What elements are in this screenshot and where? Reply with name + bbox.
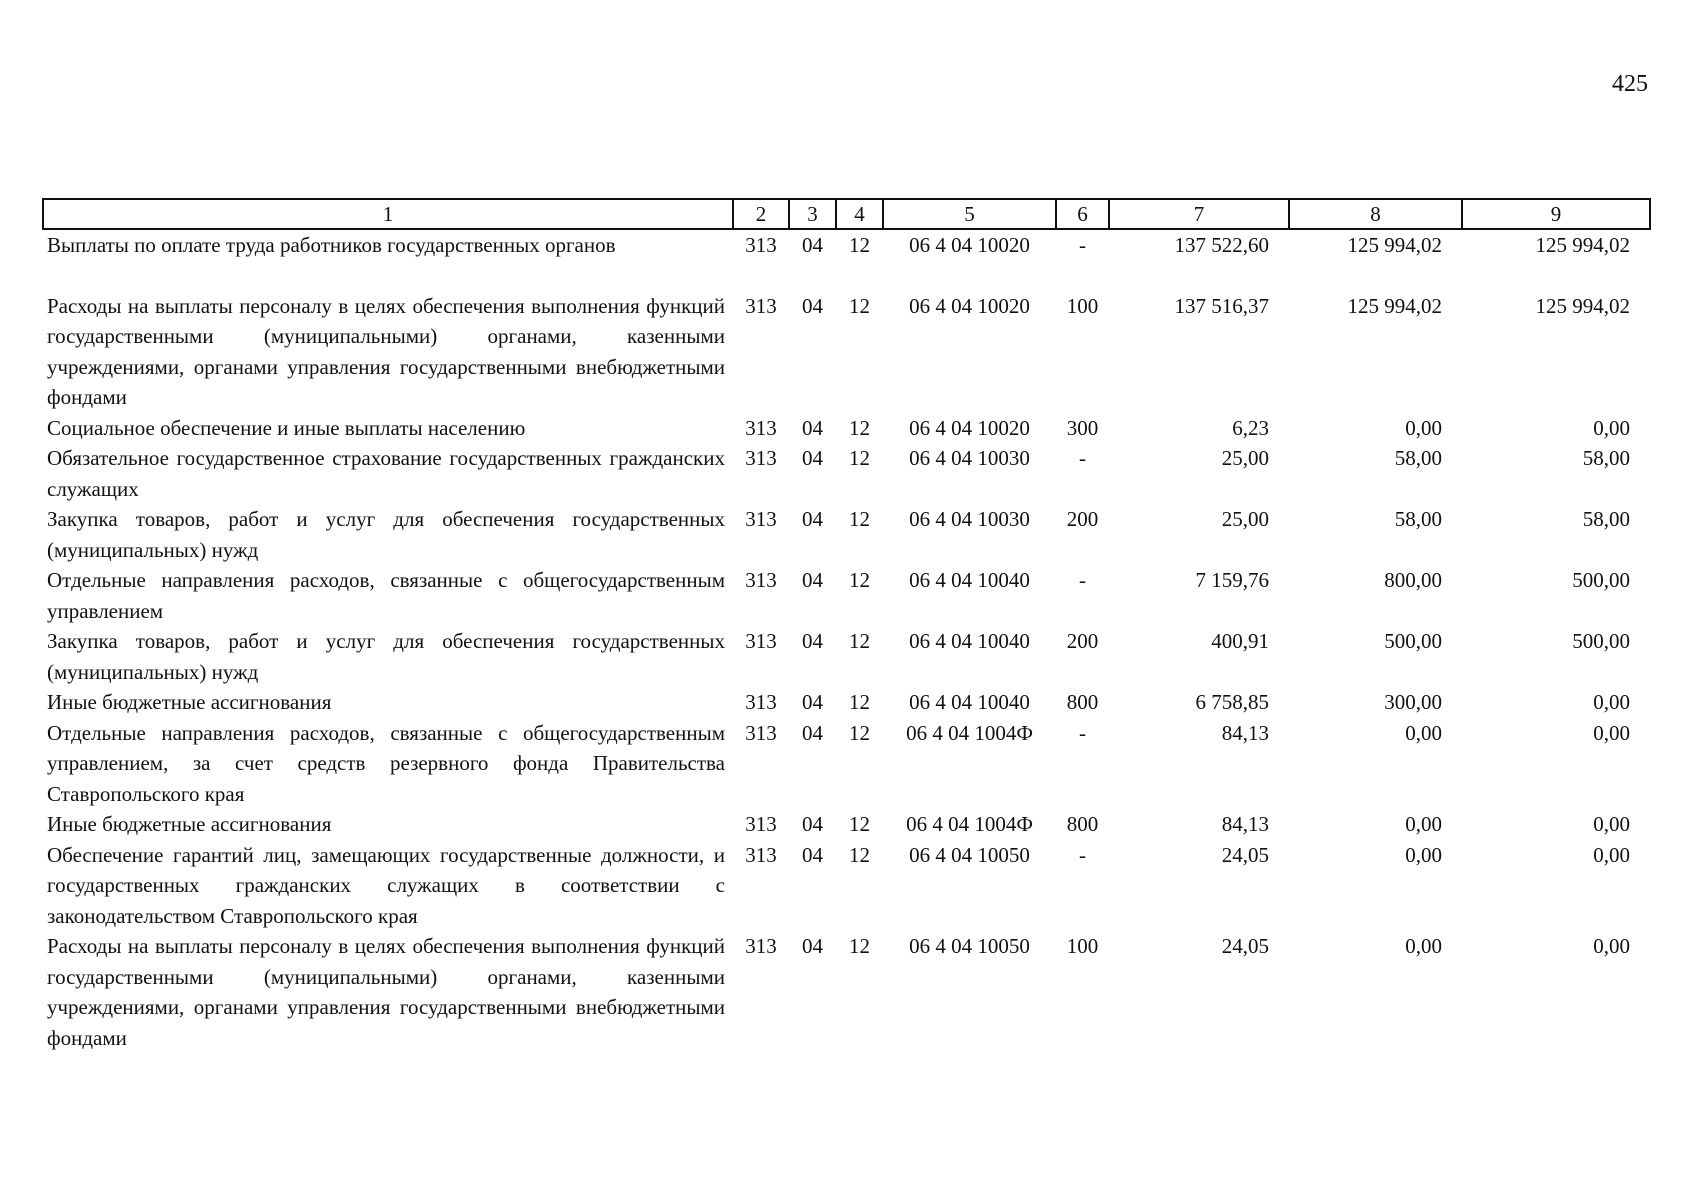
table-row [43,840,1650,932]
row-col-4: 12 [849,934,870,958]
row-col-9: 0,00 [1593,690,1630,714]
row-name: Иные бюджетные ассигнования [47,690,332,714]
row-col-6: - [1079,233,1086,257]
header-col-8: 8 [1289,199,1462,229]
row-col-6: 800 [1066,812,1099,836]
row-col-4: 12 [849,233,870,257]
row-col-3: 04 [802,415,823,440]
row-col-2: 313 [745,446,777,470]
row-col-4: 12 [849,507,870,531]
row-col-9: 0,00 [1593,842,1630,867]
row-col-4: 12 [849,690,870,714]
row-col-3: 04 [802,720,823,745]
row-name: Обязательное государственное страхование государственных гражданских служащих [47,446,725,501]
row-col-2: 313 [745,293,777,318]
row-col-3: 04 [802,568,823,592]
row-col-7: 400,91 [1211,629,1269,653]
row-col-4: 12 [849,720,870,745]
row-col-4: 12 [849,568,870,592]
row-col-5: 06 4 04 10020 [909,415,1030,440]
row-col-4: 12 [849,415,870,440]
row-col-7: 25,00 [1221,446,1269,470]
header-row [43,199,1650,229]
row-col-2: 313 [745,415,777,440]
table-row [43,809,1650,840]
table-row [43,718,1650,810]
row-col-5: 06 4 04 10030 [909,446,1030,470]
row-col-7: 137 522,60 [1174,233,1269,257]
row-col-6: 100 [1066,934,1099,958]
row-col-5: 06 4 04 1004Ф [906,720,1033,745]
row-col-2: 313 [745,507,777,531]
row-name: Расходы на выплаты персоналу в целях обеспечения выполнения функций государственными (муниципальными) органами, казенными учреждениями, органами управления государственными внебюджетными фондами [47,934,725,1050]
header-col-6: 6 [1056,199,1109,229]
row-col-7: 24,05 [1221,842,1269,867]
row-col-9: 0,00 [1593,812,1630,836]
row-col-2: 313 [745,629,777,653]
header-col-5: 5 [883,199,1056,229]
row-col-5: 06 4 04 10030 [909,507,1030,531]
row-col-5: 06 4 04 10050 [909,934,1030,958]
table-row [43,931,1650,1053]
row-col-6: 200 [1066,629,1099,653]
row-col-7: 6 758,85 [1195,690,1269,714]
table-row [43,443,1650,504]
row-col-8: 125 994,02 [1347,293,1442,318]
row-col-7: 7 159,76 [1195,568,1269,592]
row-col-7: 25,00 [1221,507,1269,531]
row-col-2: 313 [745,568,777,592]
table-row [43,565,1650,626]
row-col-5: 06 4 04 10040 [909,690,1030,714]
row-col-4: 12 [849,812,870,836]
row-col-5: 06 4 04 1004Ф [906,812,1033,836]
row-name: Отдельные направления расходов, связанные с общегосударственным управлением, за счет средств резервного фонда Правительства Ставропольского края [47,720,725,806]
row-col-8: 0,00 [1405,812,1442,836]
table-row [43,291,1650,413]
row-col-8: 300,00 [1384,690,1442,714]
row-name: Социальное обеспечение и иные выплаты населению [47,415,526,440]
row-name: Выплаты по оплате труда работников государственных органов [47,233,616,257]
row-name: Отдельные направления расходов, связанные с общегосударственным управлением [47,568,725,623]
row-col-6: - [1079,568,1086,592]
row-col-8: 0,00 [1405,842,1442,867]
row-col-4: 12 [849,446,870,470]
row-col-5: 06 4 04 10020 [909,293,1030,318]
row-col-2: 313 [745,812,777,836]
table-row [43,687,1650,718]
row-col-3: 04 [802,842,823,867]
table-body [43,229,1650,1053]
row-col-5: 06 4 04 10040 [909,629,1030,653]
row-col-7: 84,13 [1221,812,1269,836]
table-row [43,504,1650,565]
header-col-3: 3 [789,199,836,229]
table-row [43,626,1650,687]
row-col-6: - [1079,446,1086,470]
row-col-4: 12 [849,293,870,318]
row-col-5: 06 4 04 10040 [909,568,1030,592]
row-col-9: 0,00 [1593,415,1630,440]
row-name: Расходы на выплаты персоналу в целях обеспечения выполнения функций государственными (муниципальными) органами, казенными учреждениями, органами управления государственными внебюджетными фондами [47,293,725,409]
row-col-3: 04 [802,690,823,714]
row-col-2: 313 [745,842,777,867]
row-col-9: 0,00 [1593,934,1630,958]
table-row [43,229,1650,291]
row-col-8: 0,00 [1405,720,1442,745]
row-col-6: 100 [1066,293,1099,318]
row-col-8: 500,00 [1384,629,1442,653]
header-col-1: 1 [43,199,733,229]
row-col-3: 04 [802,507,823,531]
row-col-9: 58,00 [1582,446,1630,470]
row-col-6: 300 [1066,415,1099,440]
page-number: 425 [1612,71,1648,97]
row-col-3: 04 [802,293,823,318]
row-col-6: - [1079,720,1086,745]
row-col-9: 125 994,02 [1535,293,1630,318]
row-col-6: 800 [1066,690,1099,714]
row-col-9: 500,00 [1572,629,1630,653]
row-col-4: 12 [849,842,870,867]
row-col-6: 200 [1066,507,1099,531]
row-col-9: 58,00 [1582,507,1630,531]
row-col-7: 84,13 [1221,720,1269,745]
row-col-8: 0,00 [1405,415,1442,440]
header-col-7: 7 [1109,199,1289,229]
row-col-9: 0,00 [1593,720,1630,745]
row-col-8: 58,00 [1394,446,1442,470]
row-col-7: 6,23 [1232,415,1269,440]
table-header [43,199,1650,229]
row-col-5: 06 4 04 10020 [909,233,1030,257]
row-col-3: 04 [802,629,823,653]
row-col-4: 12 [849,629,870,653]
row-col-3: 04 [802,934,823,958]
row-col-3: 04 [802,446,823,470]
row-col-2: 313 [745,690,777,714]
header-col-2: 2 [733,199,789,229]
row-col-5: 06 4 04 10050 [909,842,1030,867]
row-col-6: - [1079,842,1086,867]
row-col-8: 800,00 [1384,568,1442,592]
header-col-4: 4 [836,199,883,229]
row-col-3: 04 [802,233,823,257]
row-col-2: 313 [745,233,777,257]
row-col-8: 58,00 [1394,507,1442,531]
row-col-9: 500,00 [1572,568,1630,592]
row-col-9: 125 994,02 [1535,233,1630,257]
row-col-2: 313 [745,934,777,958]
row-col-2: 313 [745,720,777,745]
row-name: Закупка товаров, работ и услуг для обеспечения государственных (муниципальных) нужд [47,629,725,684]
row-name: Закупка товаров, работ и услуг для обеспечения государственных (муниципальных) нужд [47,507,725,562]
row-col-3: 04 [802,812,823,836]
row-col-7: 137 516,37 [1174,293,1269,318]
row-name: Обеспечение гарантий лиц, замещающих государственные должности, и государственных гражданских служащих в соответствии с законодательством Ставропольского края [47,842,725,928]
row-name: Иные бюджетные ассигнования [47,812,332,836]
row-col-8: 0,00 [1405,934,1442,958]
header-col-9: 9 [1462,199,1650,229]
table-row [43,413,1650,444]
budget-table [42,198,1651,1053]
row-col-8: 125 994,02 [1347,233,1442,257]
row-col-7: 24,05 [1221,934,1269,958]
